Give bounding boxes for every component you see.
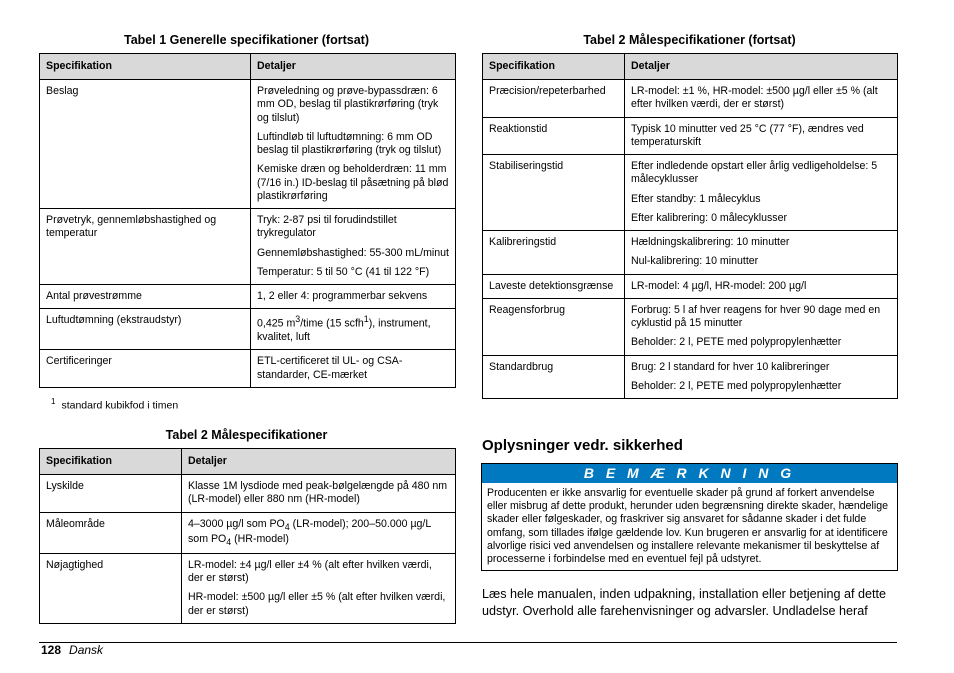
footer-language: Dansk — [69, 643, 104, 657]
detail-line: Beholder: 2 l, PETE med polypropylenhætter — [631, 336, 842, 349]
table2-caption: Tabel 2 Målespecifikationer — [165, 428, 328, 442]
detail-line: Typisk 10 minutter ved 25 °C (77 °F), ændres ved temperaturskift — [631, 122, 864, 148]
measurement-spec-continued-table — [482, 53, 898, 399]
table-header-row — [40, 449, 456, 475]
details-cell — [251, 209, 456, 285]
spec-cell: Reaktionstid — [483, 117, 625, 154]
detail-line: Prøveledning og prøve-bypassdræn: 6 mm OD, beslag til plastikrørføring (tryk og tilslut) — [257, 85, 439, 124]
text-run: 4–3000 µg/l som PO — [188, 517, 285, 530]
details-cell — [625, 355, 898, 398]
table-row — [40, 285, 456, 309]
spec-cell: Standardbrug — [483, 355, 625, 398]
table-row — [483, 298, 898, 355]
detail-line: Efter indledende opstart eller årlig vedligeholdelse: 5 målecyklusser — [631, 160, 878, 186]
detail-line: Efter kalibrering: 0 målecyklusser — [631, 211, 788, 224]
spec-cell: Prøvetryk, gennemløbshastighed og temperatur — [40, 209, 251, 285]
footnote-mark: 1 — [51, 397, 56, 406]
detail-line: Luftindløb til luftudtømning: 6 mm OD beslag til plastikrørføring (tryk og tilslut) — [257, 130, 442, 157]
details-cell — [625, 117, 898, 154]
spec-cell: Måleområde — [40, 512, 182, 553]
footnote — [51, 397, 178, 412]
table-row — [483, 355, 898, 398]
details-cell — [625, 231, 898, 274]
notice-heading: B E M Æ R K N I N G — [482, 464, 897, 483]
detail-line: Hældningskalibrering: 10 minutter — [631, 236, 790, 249]
spec-cell: Laveste detektionsgrænse — [483, 274, 625, 298]
footnote-text: standard kubikfod i timen — [61, 399, 179, 412]
table-row — [40, 475, 456, 512]
table-row — [483, 274, 898, 298]
column-header: Specifikation — [483, 54, 625, 80]
spec-cell: Reagensforbrug — [483, 298, 625, 355]
detail-line: Nul-kalibrering: 10 minutter — [631, 255, 759, 268]
detail-line: Temperatur: 5 til 50 °C (41 til 122 °F) — [257, 265, 430, 278]
table-row — [483, 80, 898, 117]
table-row — [40, 309, 456, 350]
detail-line: Forbrug: 5 l af hver reagens for hver 90 dage med en cyklustid på 15 minutter — [631, 303, 881, 330]
table-row — [40, 350, 456, 387]
column-header: Detaljer — [182, 449, 456, 475]
spec-cell: Stabiliseringstid — [483, 155, 625, 231]
table-row — [40, 209, 456, 285]
text-run: (LR-model); 200–50.000 µg/L som PO — [188, 517, 431, 545]
detail-line: 1, 2 eller 4: programmerbar sekvens — [257, 290, 428, 303]
details-cell — [625, 274, 898, 298]
footnote-ref: 1 — [363, 314, 369, 325]
details-cell — [182, 512, 456, 553]
detail-line: HR-model: ±500 µg/l eller ±5 % (alt efter hvilken værdi, der er størst) — [188, 591, 446, 617]
detail-line: Beholder: 2 l, PETE med polypropylenhætter — [631, 379, 842, 392]
table1-caption: Tabel 1 Generelle specifikationer (fortsat) — [124, 33, 369, 47]
table-header-row — [40, 54, 456, 80]
table-row — [40, 512, 456, 553]
general-spec-table — [39, 53, 456, 388]
table-row — [483, 117, 898, 154]
spec-cell: Certificeringer — [40, 350, 251, 387]
spec-cell: Luftudtømning (ekstraudstyr) — [40, 309, 251, 350]
detail-line: Klasse 1M lysdiode med peak-bølgelængde på 480 nm (LR-model) eller 880 nm (HR-model) — [188, 480, 448, 506]
spec-cell: Kalibreringstid — [483, 231, 625, 274]
spec-cell: Lyskilde — [40, 475, 182, 512]
text-run: /time (15 scfh — [300, 317, 364, 330]
subscript: 4 — [226, 536, 232, 547]
column-header: Detaljer — [251, 54, 456, 80]
text-run: ), instrument, kvalitet, luft — [257, 317, 431, 344]
details-cell — [251, 309, 456, 350]
details-cell — [251, 350, 456, 387]
text-run: (HR-model) — [231, 532, 289, 545]
detail-line: ETL-certificeret til UL- og CSA-standarder, CE-mærket — [257, 355, 403, 381]
detail-line: Efter standby: 1 målecyklus — [631, 192, 761, 205]
detail-line: Tryk: 2-87 psi til forudindstillet trykregulator — [257, 214, 397, 240]
detail-line — [257, 314, 449, 344]
section-title: Oplysninger vedr. sikkerhed — [482, 437, 683, 454]
details-cell — [251, 80, 456, 209]
details-cell — [182, 553, 456, 623]
notice-text: Producenten er ikke ansvarlig for eventuelle skader på grund af forkert anvendelse eller misbrug af dette produkt, herunder uden begrænsning direkte skader, hændelige skader eller følgeskader, og fraskriver sig ansvaret for sådanne skader i det fulde omfang, som tillades ifølge gældende lov. Kun brugeren er ansvarlig for at identificere alvorlige risici ved anvendelsen og installere relevante mekanismer til beskyttelse af processerne i forbindelse med en eventuel fejl på udstyret. — [487, 487, 889, 566]
notice-box — [481, 463, 898, 571]
details-cell — [625, 298, 898, 355]
text-run: 0,425 m — [257, 317, 296, 330]
spec-cell: Antal prøvestrømme — [40, 285, 251, 309]
spec-cell: Beslag — [40, 80, 251, 209]
spec-cell: Nøjagtighed — [40, 553, 182, 623]
detail-line: LR-model: ±4 µg/l eller ±4 % (alt efter hvilken værdi, der er størst) — [188, 558, 432, 585]
detail-line: Brug: 2 l standard for hver 10 kalibreringer — [631, 360, 830, 373]
table-row — [40, 553, 456, 623]
table3-caption: Tabel 2 Målespecifikationer (fortsat) — [583, 33, 796, 47]
table-row — [483, 231, 898, 274]
table-row — [483, 155, 898, 231]
page-number: 128 — [41, 643, 62, 657]
details-cell — [182, 475, 456, 512]
detail-line: Gennemløbshastighed: 55-300 mL/minut — [257, 246, 449, 259]
details-cell — [625, 80, 898, 117]
body-paragraph: Læs hele manualen, inden udpakning, installation eller betjening af dette udstyr. Overhold alle farehenvisninger og advarsler. Undladelse heraf — [482, 587, 886, 618]
details-cell — [251, 285, 456, 309]
detail-line: Kemiske dræn og beholderdræn: 11 mm (7/16 in.) ID-beslag til påsætning på blød plastikrørføring — [257, 163, 449, 202]
superscript: 3 — [295, 314, 301, 325]
column-header: Specifikation — [40, 54, 251, 80]
detail-line: LR-model: 4 µg/l, HR-model: 200 µg/l — [631, 279, 807, 292]
column-header: Specifikation — [40, 449, 182, 475]
footer-rule — [39, 642, 897, 643]
detail-line: LR-model: ±1 %, HR-model: ±500 µg/l eller ±5 % (alt efter hvilken værdi, der er størst) — [631, 85, 878, 111]
spec-cell: Præcision/repeterbarhed — [483, 80, 625, 117]
subscript: 4 — [284, 521, 290, 532]
measurement-spec-table — [39, 448, 456, 624]
page-footer — [41, 643, 103, 657]
table-header-row — [483, 54, 898, 80]
table-row — [40, 80, 456, 209]
detail-line — [188, 518, 449, 548]
details-cell — [625, 155, 898, 231]
column-header: Detaljer — [625, 54, 898, 80]
